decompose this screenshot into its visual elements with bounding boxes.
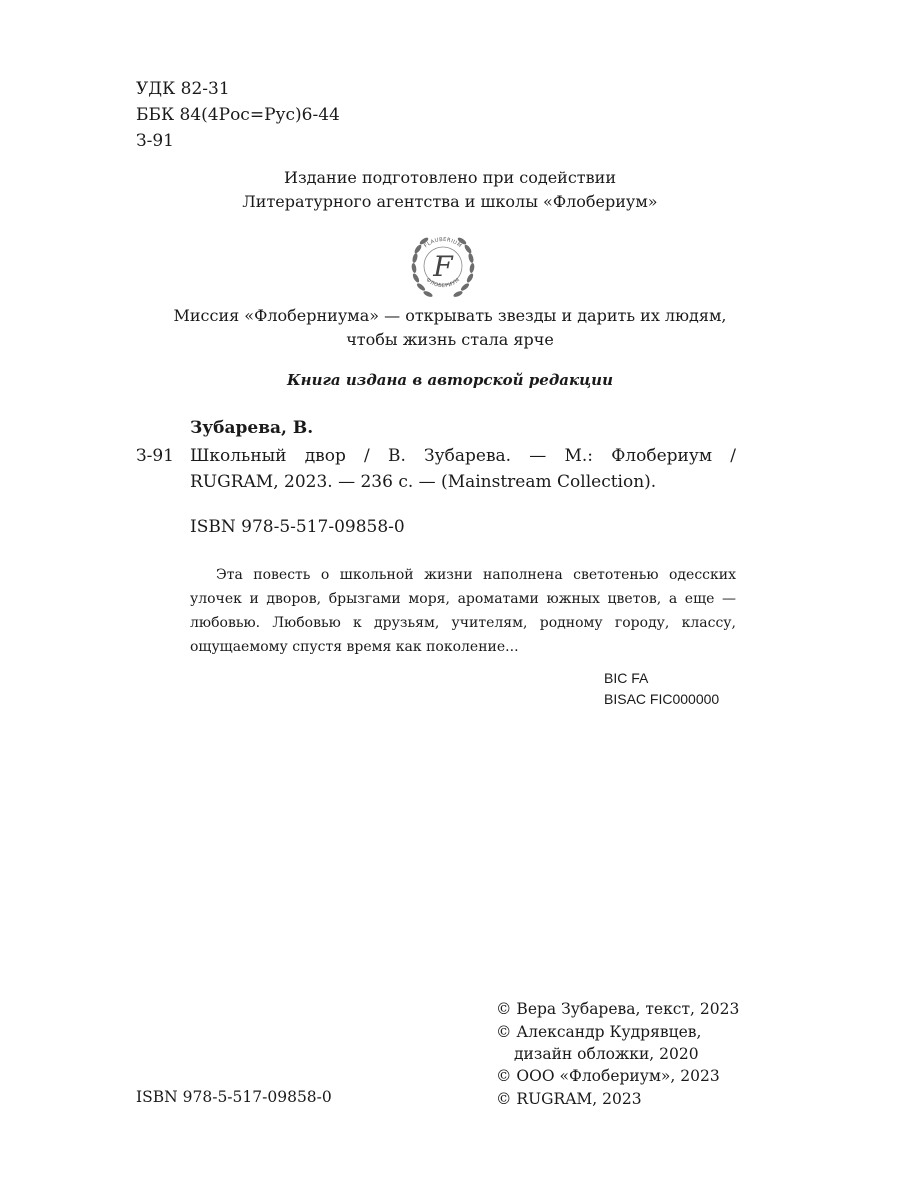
biblio-author-mark: З-91 (136, 446, 174, 466)
author-mark: З-91 (136, 131, 174, 151)
bbk-code: ББК 84(4Рос=Рус)6-44 (136, 105, 340, 125)
copyright-designer: © Александр Кудрявцев, (496, 1023, 702, 1041)
udk-code: УДК 82-31 (136, 79, 230, 99)
biblio-isbn: ISBN 978-5-517-09858-0 (190, 517, 405, 537)
logo-top-text: FLAUBERIUM (423, 236, 463, 250)
mission-line1: Миссия «Флоберниума» — открывать звезды и дарить их людям, (173, 306, 727, 325)
bisac-code: BISAC FIC000000 (604, 691, 720, 707)
copyright-designer-role: дизайн обложки, 2020 (514, 1045, 699, 1063)
bic-code: BIC FA (604, 670, 649, 686)
biblio-line2: RUGRAM, 2023. — 236 с. — (Mainstream Collection). (190, 472, 657, 492)
biblio-line1: Школьный двор / В. Зубарева. — М.: Флобериум / (190, 446, 736, 466)
svg-text:FLAUBERIUM (423, 237, 462, 249)
footer-isbn: ISBN 978-5-517-09858-0 (136, 1088, 332, 1106)
publisher-note (0, 166, 900, 214)
biblio-description (190, 443, 736, 495)
logo-letter: F (433, 250, 453, 283)
mission-statement (0, 304, 900, 352)
logo-bottom-text: ФЛОБЕРИУМ (424, 277, 462, 290)
book-annotation: Эта повесть о школьной жизни наполнена светотенью одесских улочек и дворов, брызгами моря, ароматами южных цветов, а еще — любовью. Любовью к друзьям, учителям, родному городу, классу, ощущаемому спустя время как поколение... (190, 567, 736, 655)
edition-note: Книга издана в авторской редакции (287, 371, 613, 389)
laurel-wreath-icon (404, 226, 482, 304)
copyright-author: © Вера Зубарева, текст, 2023 (496, 1000, 740, 1018)
mission-line2: чтобы жизнь стала ярче (346, 330, 554, 349)
flauberium-logo (404, 226, 482, 304)
copyright-publisher: © ООО «Флобериум», 2023 (496, 1067, 720, 1085)
publisher-note-line2: Литературного агентства и школы «Флобериум» (242, 192, 658, 211)
publisher-note-line1: Издание подготовлено при содействии (283, 168, 616, 187)
author-name: Зубарева, В. (190, 418, 314, 438)
copyright-rugram: © RUGRAM, 2023 (496, 1090, 642, 1108)
